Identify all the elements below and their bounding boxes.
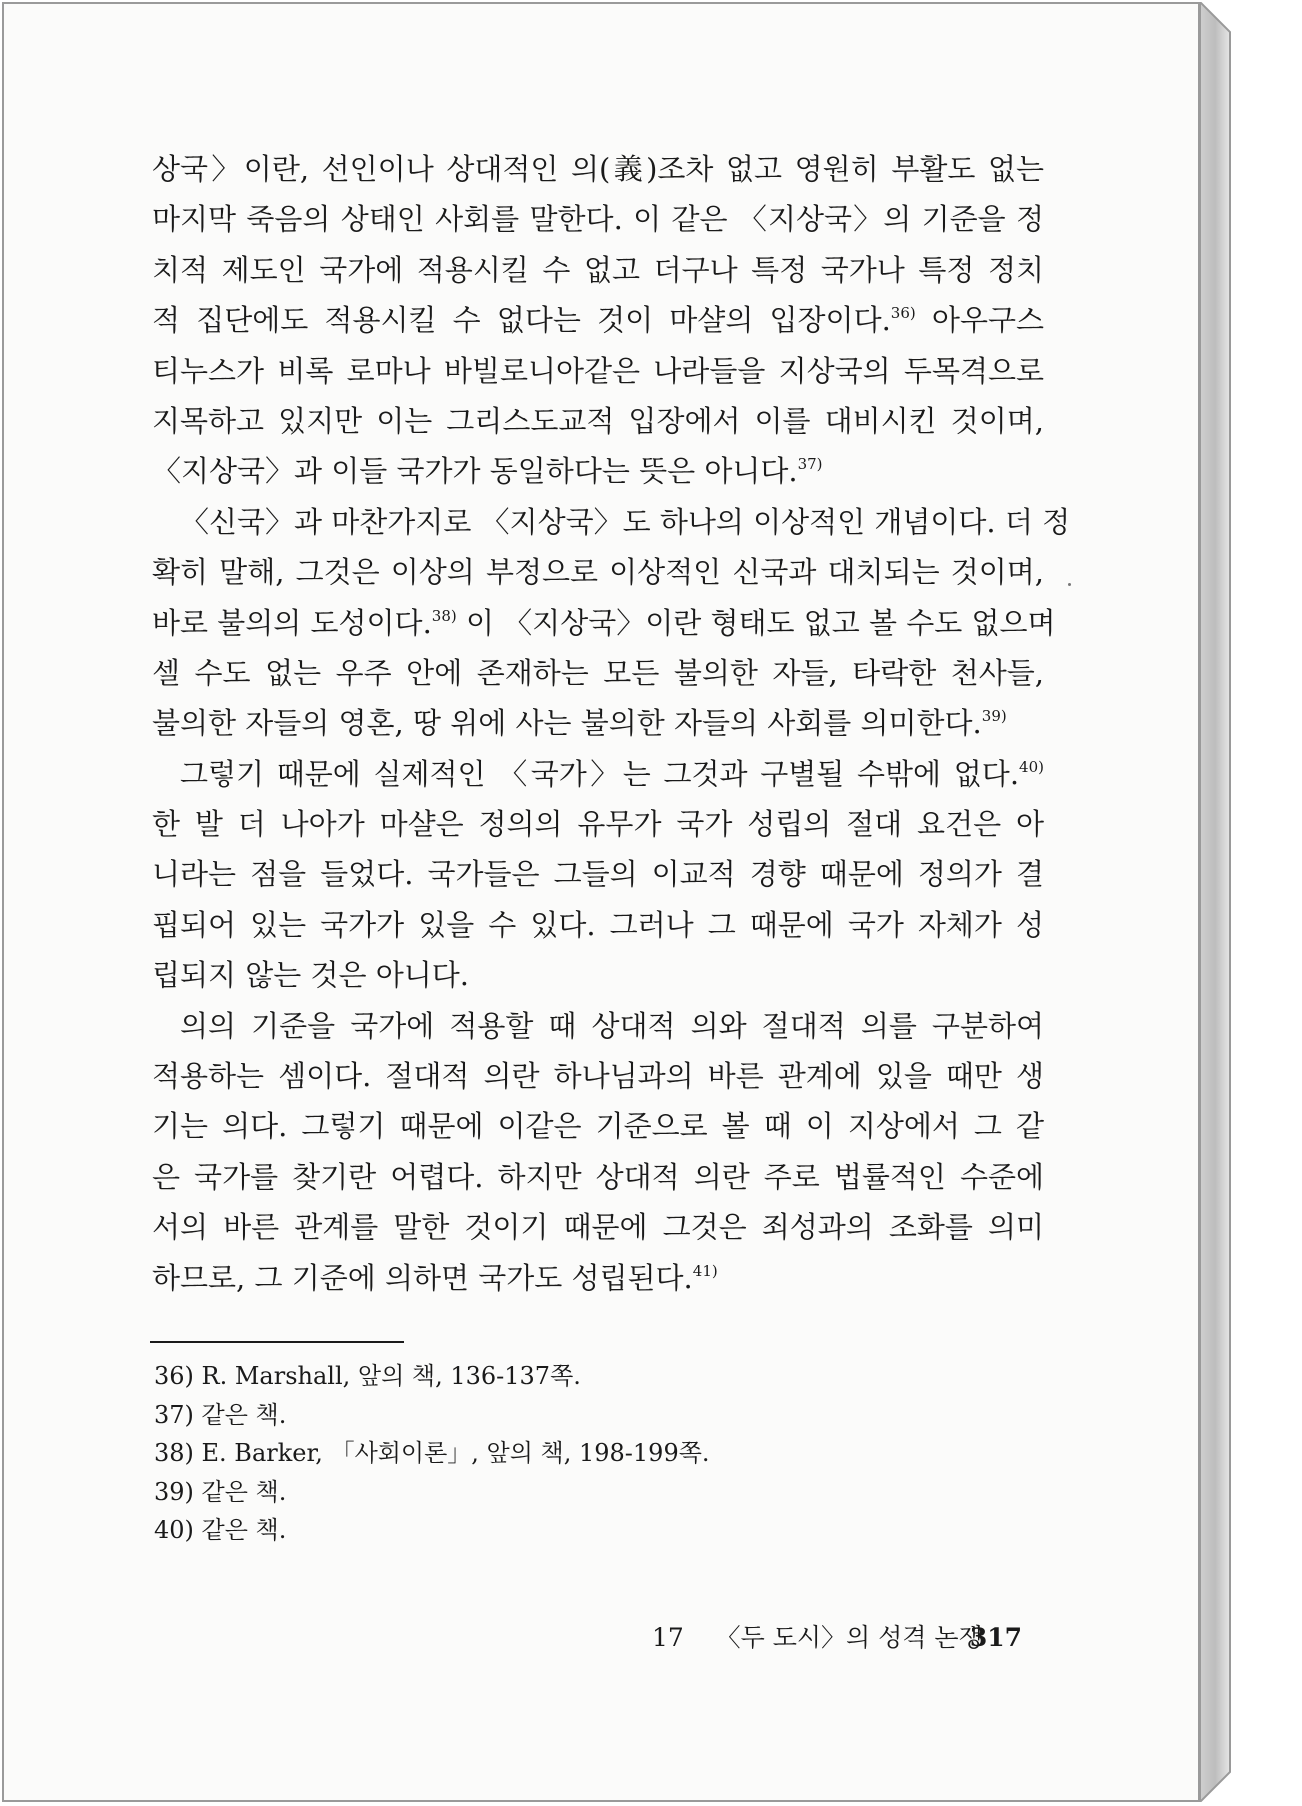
body-line: 불의한 자들의 영혼, 땅 위에 사는 불의한 자들의 사회를 의미한다.$^{39)}$ [152,706,1007,741]
body-line: 기는 의다. 그렇기 때문에 이같은 기준으로 볼 때 이 지상에서 그 같 [152,1109,1044,1144]
body-line: 립되지 않는 것은 아니다. [152,958,470,993]
body-line: 치적 제도인 국가에 적용시킬 수 없고 더구나 특정 국가나 특정 정치 [152,252,1044,287]
paragraph-start: 의의 기준을 국가에 적용할 때 상대적 의와 절대적 의를 구분하여 [180,1008,1044,1043]
body-line: 적 집단에도 적용시킬 수 없다는 것이 마샬의 입장이다.$^{36)}$ 아우구스 [152,303,1044,338]
footnote-item: 38) E. Barker, 「사회이론」, 앞의 책, 198-199쪽. [154,1439,710,1467]
body-line: 상국〉이란, 선인이나 상대적인 의(義)조차 없고 영원히 부활도 없는 [152,152,1044,186]
footnote-item: 40) 같은 책. [154,1516,287,1544]
body-line: 바로 불의의 도성이다.$^{38)}$ 이 〈지상국〉이란 형태도 없고 볼 수도 없으며 [152,605,1056,640]
body-line: 서의 바른 관계를 말한 것이기 때문에 그것은 죄성과의 조화를 의미 [152,1210,1044,1245]
footnote-item: 37) 같은 책. [154,1400,287,1429]
footnote-item: 36) R. Marshall, 앞의 책, 136-137쪽. [154,1362,581,1390]
body-line: 적용하는 셈이다. 절대적 의란 하나님과의 바른 관계에 있을 때만 생 [152,1059,1044,1094]
footnotes [154,1357,954,1550]
body-line: 티누스가 비록 로마나 바빌로니아같은 나라들을 지상국의 두목격으로 [152,353,1044,388]
body-line: 셀 수도 없는 우주 안에 존재하는 모든 불의한 자들, 타락한 천사들, [152,655,1044,690]
page-edge-graphic [1200,2,1260,1802]
body-line: 확히 말해, 그것은 이상의 부정으로 이상적인 신국과 대치되는 것이며, [152,555,1044,590]
running-footer [652,1618,1022,1658]
footnote-ref-36: 36) [890,304,916,323]
footnote-ref-37: 37) [797,455,823,474]
chapter-number: 17 [652,1623,684,1652]
body-text [152,144,1071,1303]
body-line: 핍되어 있는 국가가 있을 수 있다. 그러나 그 때문에 국가 자체가 성 [152,907,1044,942]
footnote-ref-39: 39) [981,707,1007,726]
chapter-title: 〈두 도시〉의 성격 논쟁 [715,1623,983,1652]
page-number: 317 [969,1623,1022,1652]
page-edge-shadow [1200,2,1260,1802]
body-line: 한 발 더 나아가 마샬은 정의의 유무가 국가 성립의 절대 요건은 아 [152,807,1044,842]
book-page [2,2,1200,1802]
body-line: 하므로, 그 기준에 의하면 국가도 성립된다.$^{41)}$ [152,1260,718,1295]
body-line: 〈지상국〉과 이들 국가가 동일하다는 뜻은 아니다.$^{37)}$ [152,454,823,489]
footnote-ref-38: 38) [431,606,457,625]
footnote-item: 39) 같은 책. [154,1477,287,1506]
scan-speck [1068,583,1071,586]
paragraph-start: 〈신국〉과 마찬가지로 〈지상국〉도 하나의 이상적인 개념이다. 더 정 [180,504,1071,539]
body-line: 은 국가를 찾기란 어렵다. 하지만 상대적 의란 주로 법률적인 수준에 [152,1159,1044,1194]
body-line: 마지막 죽음의 상태인 사회를 말한다. 이 같은 〈지상국〉의 기준을 정 [152,202,1044,237]
footnote-divider [150,1341,404,1343]
footnote-ref-41: 41) [692,1261,718,1280]
body-line: 지목하고 있지만 이는 그리스도교적 입장에서 이를 대비시킨 것이며, [152,403,1044,438]
paragraph-start: 그렇기 때문에 실제적인 〈국가〉는 그것과 구별될 수밖에 없다.$^{40)}$ [180,756,1044,791]
body-line: 니라는 점을 들었다. 국가들은 그들의 이교적 경향 때문에 정의가 결 [152,857,1044,892]
footnote-ref-40: 40) [1019,757,1044,776]
